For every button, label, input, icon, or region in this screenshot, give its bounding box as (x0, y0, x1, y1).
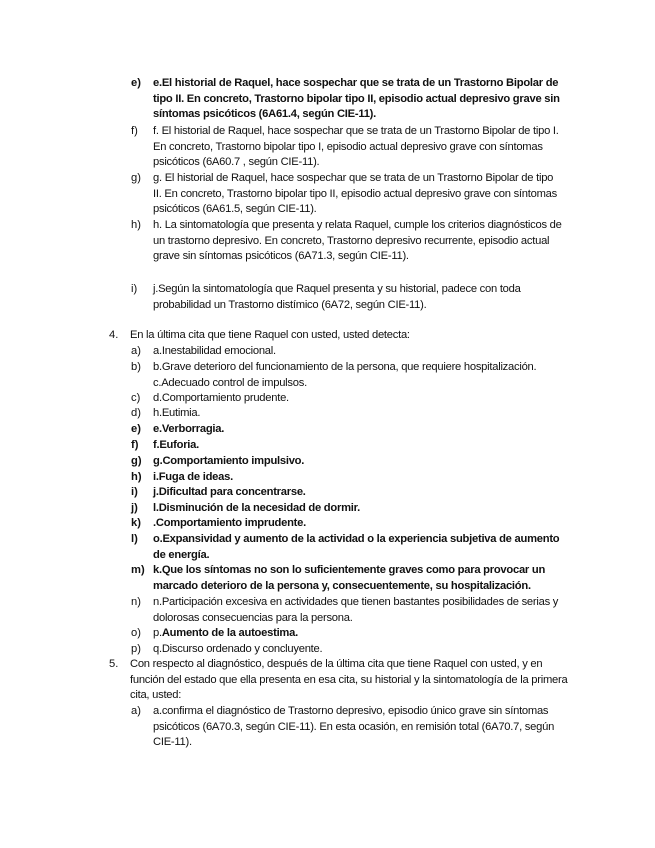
option-label: h) (131, 471, 142, 483)
option-label: h) (131, 219, 141, 231)
option-text-bold: Aumento de la autoestima. (161, 627, 298, 639)
option-label: m) (131, 564, 145, 576)
option-text: e.Verborragia. (153, 423, 225, 435)
option-text: n.Participación excesiva en actividades que tienen bastantes posibilidades de serias y dolorosas consecuencias para la persona. (153, 596, 559, 624)
option-label: e) (131, 423, 141, 435)
option-text: l.Disminución de la necesidad de dormir. (153, 502, 360, 514)
option-label: f) (131, 439, 139, 451)
option-text: g. El historial de Raquel, hace sospechar que se trata de un Trastorno Bipolar de tipo II. En concreto, Trastorno bipolar tipo II, episodio actual depresivo grave con síntomas psicóticos (6A61.5, según CIE-11). (153, 172, 557, 215)
option-text: f.Euforia. (153, 439, 199, 451)
option-label: i) (131, 283, 138, 295)
option-text: .Comportamiento imprudente. (153, 517, 306, 529)
question-text: En la última cita que tiene Raquel con usted, usted detecta: (130, 329, 410, 341)
option-text: d.Comportamiento prudente. (153, 392, 289, 404)
option-text: b.Grave deterioro del funcionamiento de la persona, que requiere hospitalización. c.Adecuado control de impulsos. (153, 361, 537, 389)
option-text-prefix: p. (153, 627, 162, 639)
option-label: n) (131, 596, 141, 608)
option-text (153, 626, 563, 642)
option-text: h.Eutimia. (153, 407, 201, 419)
question-text: Con respecto al diagnóstico, después de la última cita que tiene Raquel con usted, y en función del estado que ella presenta en esa cita, su historial y la sintomatología de la primera cita, usted: (130, 658, 568, 701)
option-text: g.Comportamiento impulsivo. (153, 455, 305, 467)
option-text: j.Según la sintomatología que Raquel presenta y su historial, padece con toda probabilidad un Trastorno distímico (6A72, según CIE-11). (153, 283, 521, 311)
option-text: i.Fuga de ideas. (153, 471, 233, 483)
option-label: f) (131, 125, 138, 137)
option-label: g) (131, 455, 142, 467)
question-number: 4. (109, 329, 119, 341)
option-text: k.Que los síntomas no son lo suficientemente graves como para provocar un marcado deterioro de la persona y, consecuentemente, su hospitalización. (153, 564, 546, 592)
option-label: e) (131, 77, 141, 89)
option-label: a) (131, 705, 141, 717)
option-label: k) (131, 517, 141, 529)
option-text: e.El historial de Raquel, hace sospechar que se trata de un Trastorno Bipolar de tipo II. En concreto, Trastorno bipolar tipo II, episodio actual depresivo grave sin síntomas psicóticos (6A61.4, según CIE-11). (153, 77, 560, 120)
option-text: h. La sintomatología que presenta y relata Raquel, cumple los criterios diagnósticos de un trastorno depresivo. En concreto, Trastorno depresivo recurrente, episodio actual grave sin síntomas psicóticos (6A71.3, según CIE-11). (153, 219, 562, 262)
option-label: a) (131, 345, 141, 357)
option-text: o.Expansividad y aumento de la actividad o la experiencia subjetiva de aumento de energía. (153, 533, 560, 561)
option-label: d) (131, 407, 141, 419)
option-text: j.Dificultad para concentrarse. (153, 486, 306, 498)
option-text: a.Inestabilidad emocional. (153, 345, 276, 357)
option-label: j) (131, 502, 138, 514)
option-text: a.confirma el diagnóstico de Trastorno depresivo, episodio único grave sin síntomas psicóticos (6A70.3, según CIE-11). En esta ocasión, en remisión total (6A70.7, según CIE-11). (153, 705, 555, 748)
option-label: l) (131, 533, 138, 545)
option-label: i) (131, 486, 138, 498)
option-label: b) (131, 361, 141, 373)
option-label: p) (131, 643, 141, 655)
option-label: o) (131, 627, 141, 639)
option-label: c) (131, 392, 141, 404)
option-text: f. El historial de Raquel, hace sospechar que se trata de un Trastorno Bipolar de tipo I. En concreto, Trastorno bipolar tipo I, episodio actual depresivo grave con síntomas psicóticos (6A60.7 , según CIE-11). (153, 125, 559, 168)
question-number: 5. (109, 658, 119, 670)
option-label: g) (131, 172, 141, 184)
option-text: q.Discurso ordenado y concluyente. (153, 643, 323, 655)
